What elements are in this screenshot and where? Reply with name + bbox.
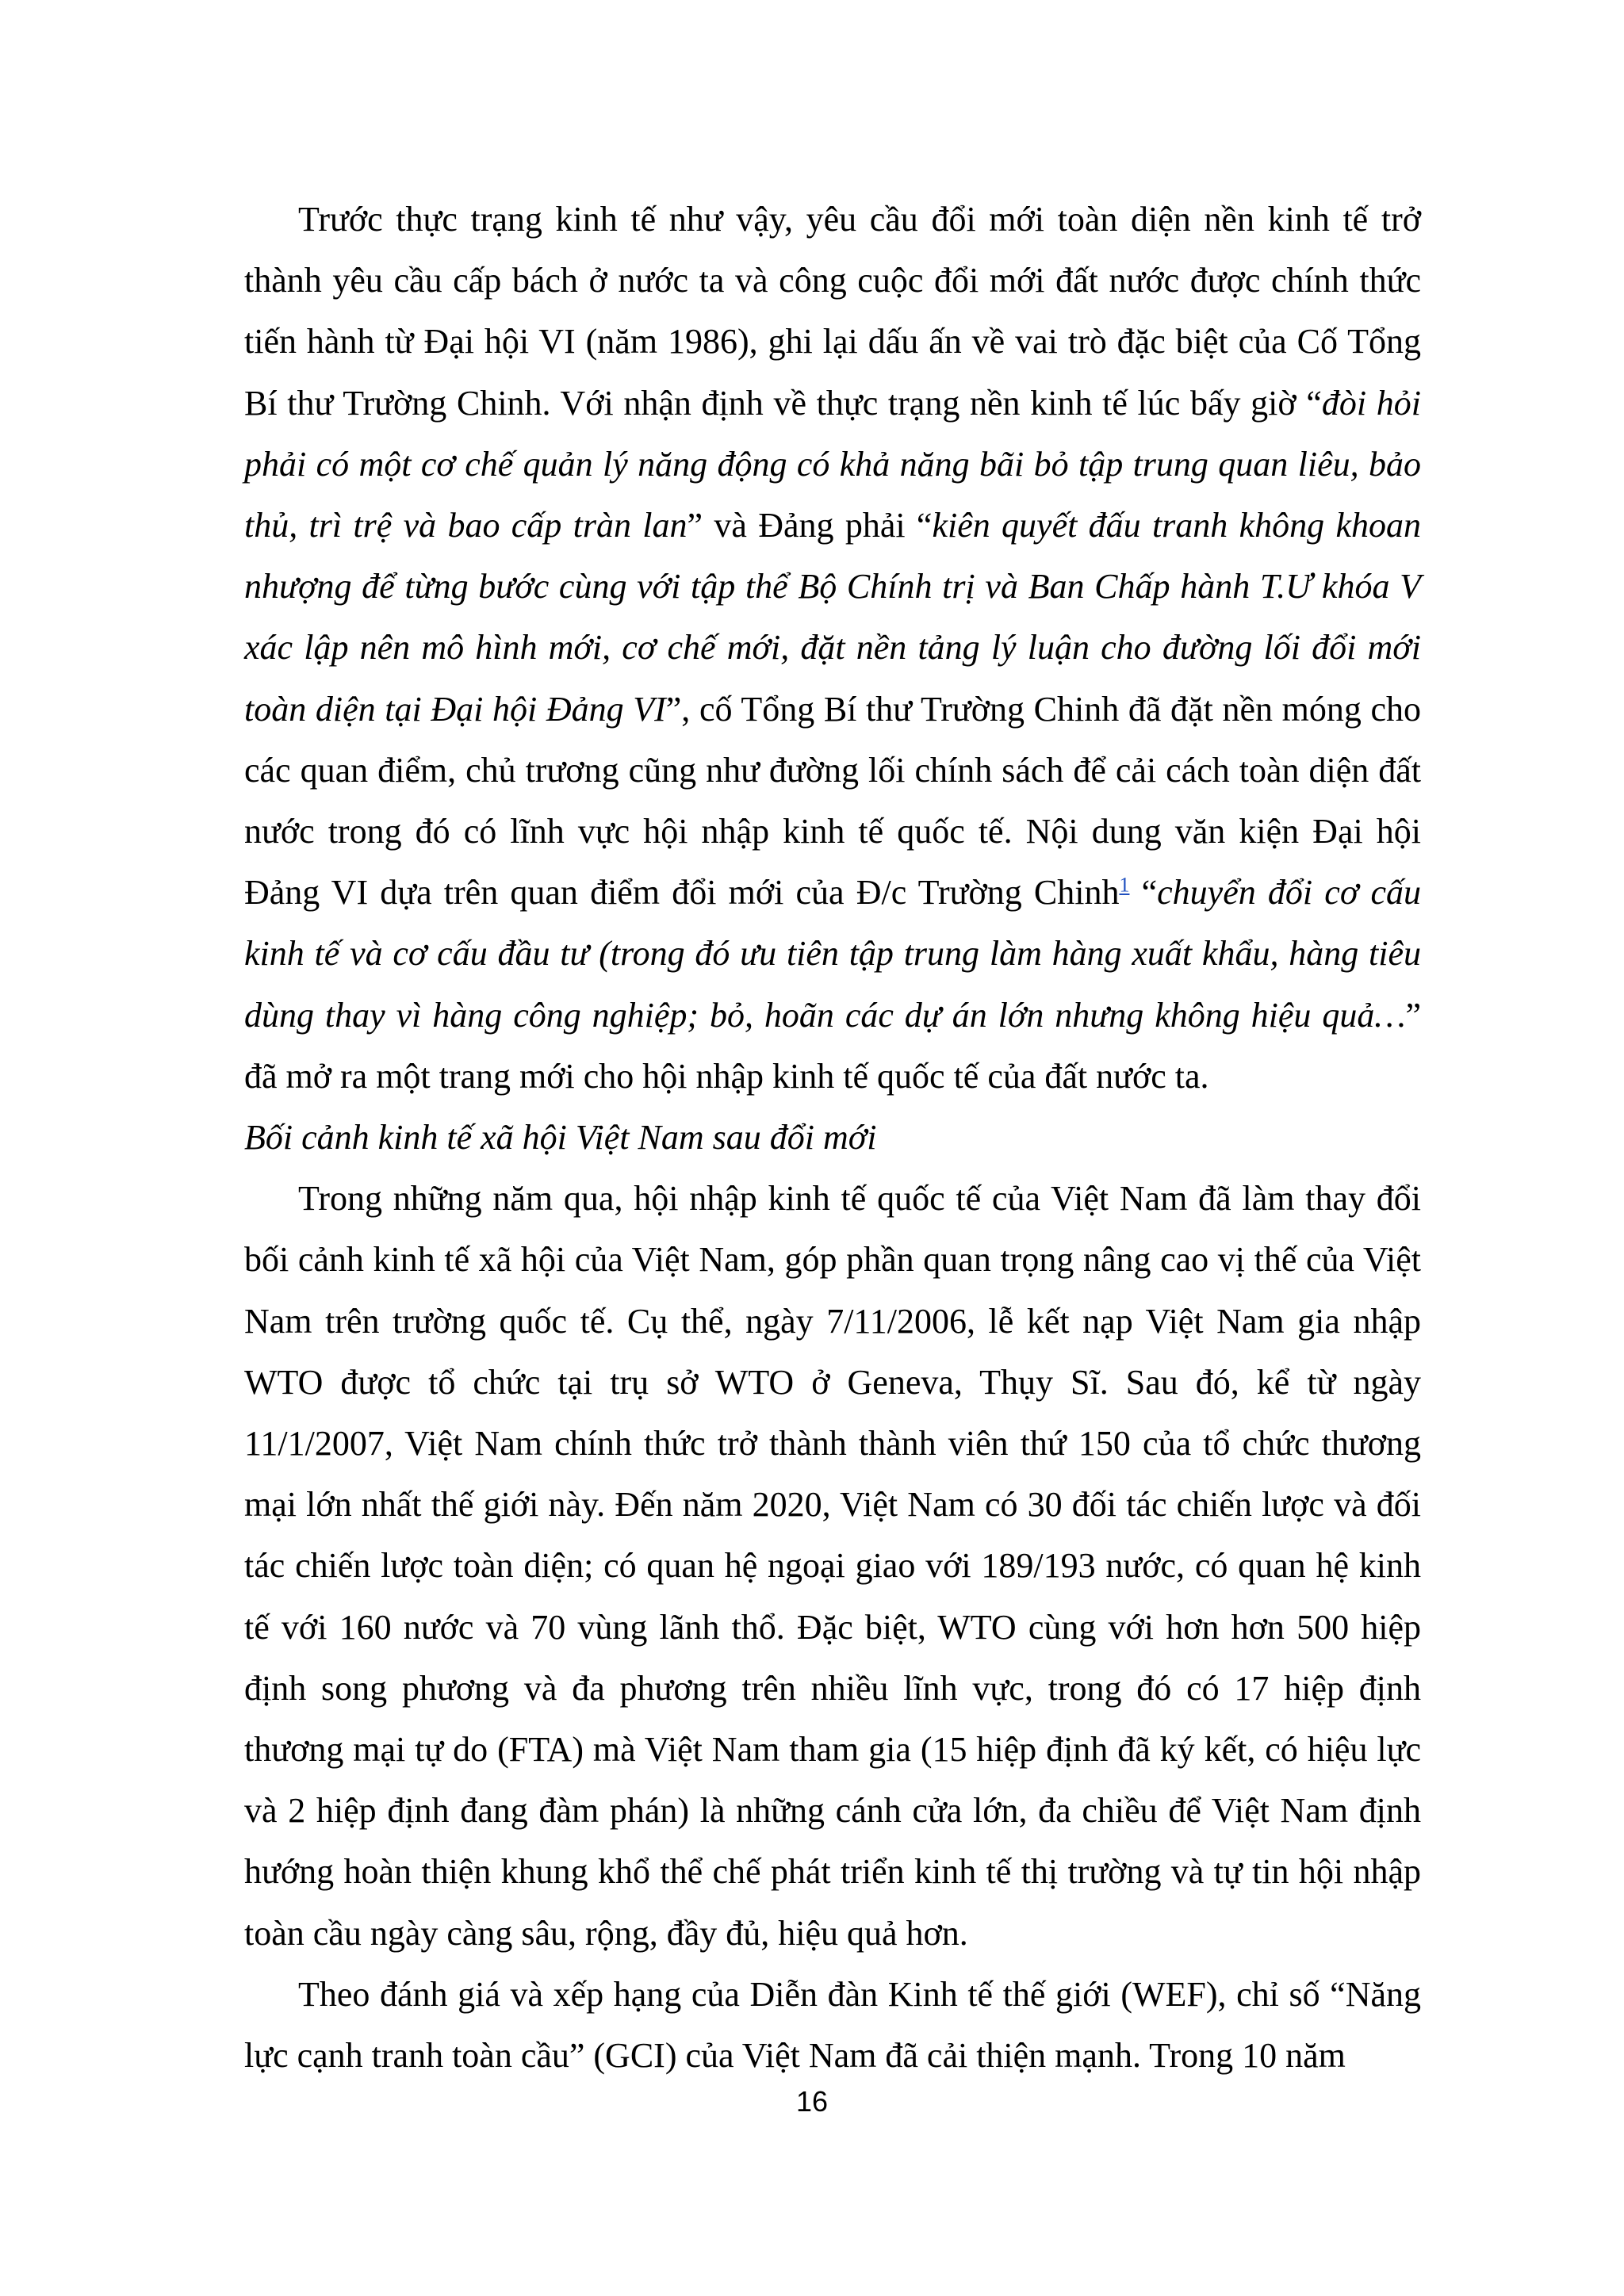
paragraph: Trong những năm qua, hội nhập kinh tế quốc tế của Việt Nam đã làm thay đổi bối cảnh kinh tế xã hội của Việt Nam, góp phần quan trọng nâng cao vị thế của Việt Nam trên trường quốc tế. Cụ thể, ngày 7/11/2006, lễ kết nạp Việt Nam gia nhập WTO được tổ chức tại trụ sở WTO ở Geneva, Thụy Sĩ. Sau đó, kể từ ngày 11/1/2007, Việt Nam chính thức trở thành thành viên thứ 150 của tổ chức thương mại lớn nhất thế giới này. Đến năm 2020, Việt Nam có 30 đối tác chiến lược và đối tác chiến lược toàn diện; có quan hệ ngoại giao với 189/193 nước, có quan hệ kinh tế với 160 nước và 70 vùng lãnh thổ. Đặc biệt, WTO cùng với hơn hơn 500 hiệp định song phương và đa phương trên nhiều lĩnh vực, trong đó có 17 hiệp định thương mại tự do (FTA) mà Việt Nam tham gia (15 hiệp định đã ký kết, có hiệu lực và 2 hiệp định đang đàm phán) là những cánh cửa lớn, đa chiều để Việt Nam định hướng hoàn thiện khung khổ thể chế phát triển kinh tế thị trường và tự tin hội nhập toàn cầu ngày càng sâu, rộng, đầy đủ, hiệu quả hơn. — [244, 1179, 1421, 1953]
quotation: kiên quyết đấu tranh không khoan nhượng để từng bước cùng với tập thể Bộ Chính trị và Ban Chấp hành T.Ư khóa V xác lập nên mô hình mới, cơ chế mới, đặt nền tảng lý luận cho đường lối đổi mới toàn diện tại Đại hội Đảng VI — [244, 506, 1421, 729]
quotation: đòi hỏi phải có một cơ chế quản lý năng động có khả năng bãi bỏ tập trung quan liêu, bảo thủ, trì trệ và bao cấp tràn lan — [244, 383, 1421, 545]
page-number: 16 — [795, 2085, 829, 2118]
paragraph — [244, 189, 1421, 1107]
quotation: chuyển đổi cơ cấu kinh tế và cơ cấu đầu tư (trong đó ưu tiên tập trung làm hàng xuất khẩu, hàng tiêu dùng thay vì hàng công nghiệp; bỏ, hoãn các dự án lớn nhưng không hiệu quả… — [244, 873, 1422, 1035]
text-run: ”, cố Tổng Bí thư Trường Chinh đã đặt nền móng cho các quan điểm, chủ trương cũng như đường lối chính sách để cải cách toàn diện đất nước trong đó có lĩnh vực hội nhập kinh tế quốc tế. Nội dung văn kiện Đại hội Đảng VI dựa trên quan điểm đổi mới của Đ/c Trường Chinh — [244, 689, 1421, 913]
paragraph: Theo đánh giá và xếp hạng của Diễn đàn Kinh tế thế giới (WEF), chỉ số “Năng lực cạnh tranh toàn cầu” (GCI) của Việt Nam đã cải thiện mạnh. Trong 10 năm — [244, 1974, 1421, 2076]
text-run: Trước thực trạng kinh tế như vậy, yêu cầu đổi mới toàn diện nền kinh tế trở thành yêu cầu cấp bách ở nước ta và công cuộc đổi mới đất nước được chính thức tiến hành từ Đại hội VI (năm 1986), ghi lại dấu ấn về vai trò đặc biệt của Cố Tổng Bí thư Trường Chinh. Với nhận định về thực trạng nền kinh tế lúc bấy giờ “ — [244, 200, 1421, 423]
body-text — [244, 189, 1421, 2086]
text-run: ” đã mở ra một trang mới cho hội nhập kinh tế quốc tế của đất nước ta. — [244, 995, 1421, 1096]
section-heading: Bối cảnh kinh tế xã hội Việt Nam sau đổi mới — [244, 1118, 877, 1158]
text-run: ” và Đảng phải “ — [687, 506, 933, 545]
footnote-reference-link[interactable]: 1 — [1119, 873, 1130, 897]
text-run: “ — [1129, 873, 1158, 913]
